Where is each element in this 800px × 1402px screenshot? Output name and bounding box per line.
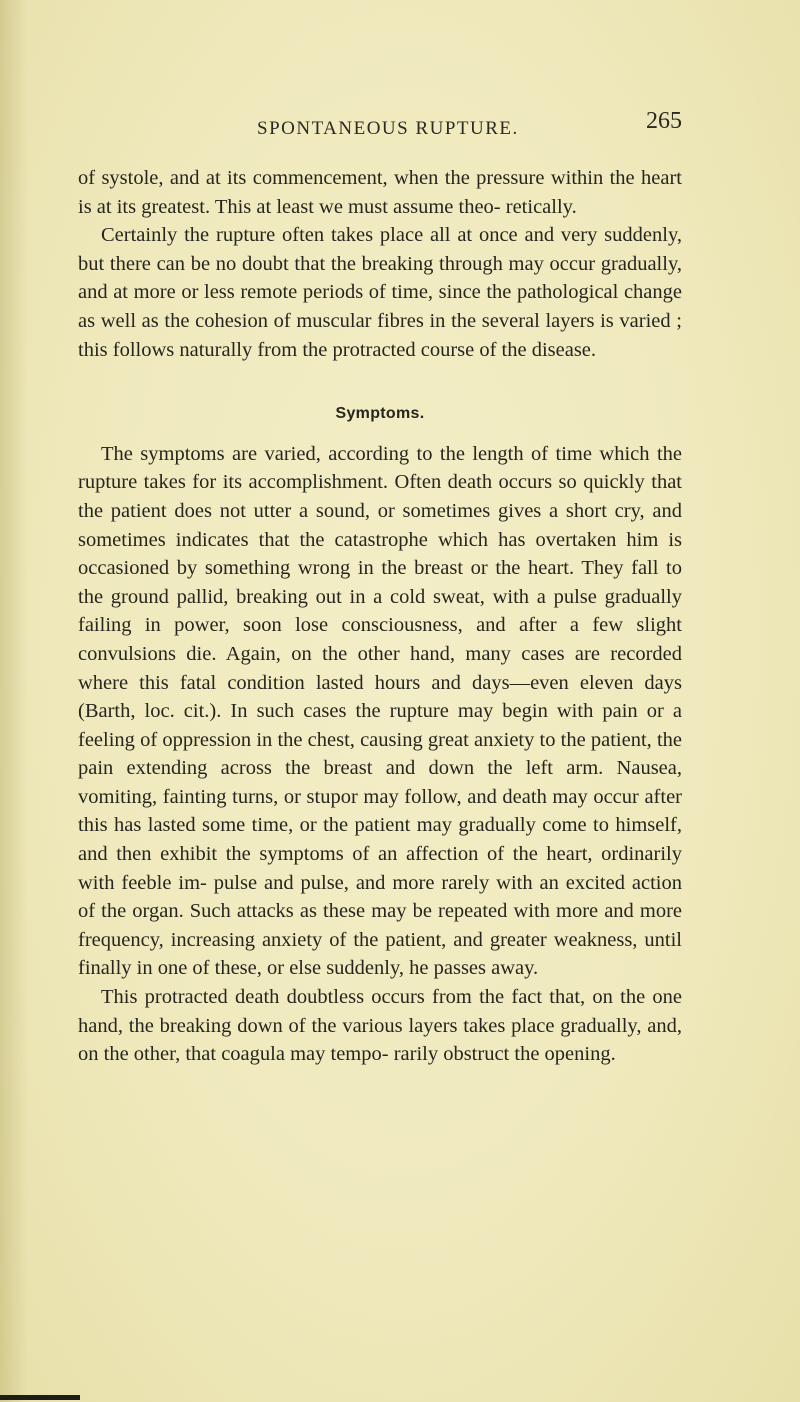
running-title: SPONTANEOUS RUPTURE. [257,118,519,139]
page-edge-mark [0,1395,80,1400]
section-heading: Symptoms. [335,405,425,423]
page-number: 265 [646,108,682,134]
paragraph-1: of systole, and at its commencement, when the pressure within the heart is at its greatest. This at least we must assume theo- retically. [78,167,682,218]
paragraph-4: This protracted death doubtless occurs from the fact that, on the one hand, the breaking down of the various layers takes place gradually, and, on the other, that coagula may tempo- rarily obstruct the opening. [78,986,682,1066]
page-gutter-shadow [0,0,28,1402]
paragraph-3: The symptoms are varied, according to the length of time which the rupture takes for its accomplishment. Often death occurs so quickly that the patient does not utter a sound, or sometimes gives a short cry, and sometimes indicates that the catastrophe which has overtaken him is occasioned by something wrong in the breast or the heart. They fall to the ground pallid, breaking out in a cold sweat, with a pulse gradually failing in power, soon lose consciousness, and after a few slight convulsions die. Again, on the other hand, many cases are recorded where this fatal condition lasted hours and days—even eleven days (Barth, loc. cit.). In such cases the rupture may begin with pain or a feeling of oppression in the chest, causing great anxiety to the patient, the pain extending across the breast and down the left arm. Nausea, vomiting, fainting turns, or stupor may follow, and death may occur after this has lasted some time, or the patient may gradually come to himself, and then exhibit the symptoms of an affection of the heart, ordinarily with feeble im- pulse and pulse, and more rarely with an excited action of the organ. Such attacks as these may be repeated with more and more frequency, increasing anxiety of the patient, and greater weakness, until finally in one of these, or else suddenly, he passes away. [78,442,682,980]
body-text [78,164,682,1069]
paragraph-2: Certainly the rupture often takes place all at once and very suddenly, but there can be no doubt that the breaking through may occur gradually, and at more or less remote periods of time, since the pathological change as well as the cohesion of muscular fibres in the several layers is varied ; this follows naturally from the protracted course of the disease. [78,224,682,361]
